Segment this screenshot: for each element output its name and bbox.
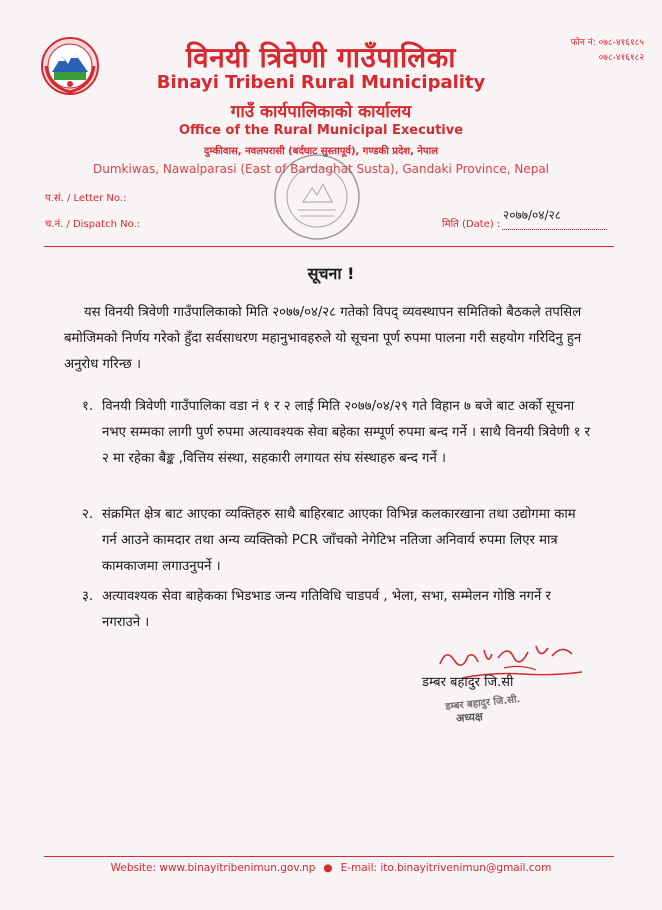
header-divider — [44, 246, 614, 247]
name-stamp: डम्बर बहादुर जि.सी. — [444, 694, 521, 713]
item-number: २. — [82, 507, 94, 522]
dispatch-number-label: च.नं. / Dispatch No.: — [45, 219, 141, 230]
notice-title: सूचना ! — [307, 264, 355, 283]
bullet-icon: ● — [323, 862, 333, 874]
item-number: ३. — [82, 589, 94, 604]
municipality-name-english: Binayi Tribeni Rural Municipality — [156, 72, 486, 93]
date-value: २०७७/०४/२८ — [503, 208, 562, 222]
address-english: Dumkiwas, Nawalparasi (East of Bardaghat Susta), Gandaki Province, Nepal — [92, 162, 550, 176]
phone-number-2: ०७८-४१६१८२ — [598, 53, 644, 63]
role-stamp: अध्यक्ष — [455, 710, 484, 725]
item-text: संक्रमित क्षेत्र बाट आएका व्यक्तिहरु साथै बाहिरबाट आएका विभिन्न कलकारखाना तथा उद्योगमा काम गर्न आउने कामदार तथा अन्य व्यक्तिको PCR जाँचको नेगेटिभ नतिजा अनिवार्य रुपमा लिएर मात्र कामकाजमा लगाउनुपर्ने । — [102, 507, 576, 574]
office-seal-stamp — [270, 150, 365, 245]
item-number: १. — [82, 399, 94, 414]
date-label: मिति (Date) : — [442, 219, 501, 230]
item-text: विनयी त्रिवेणी गाउँपालिका वडा नं १ र २ लाई मिति २०७७/०४/२९ गते विहान ७ बजे बाट अर्को सूचना नभए सम्मका लागी पुर्ण रुपमा अत्यावश्यक सेवा बहेका सम्पूर्ण रुपमा बन्द गर्ने । साथै विनयी त्रिवेणी १ र २ मा रहेका बैङ्क ,वित्तिय संस्था, सहकारी लगायत संघ संस्थाहरु बन्द गर्ने । — [102, 399, 591, 466]
notice-item-3 — [82, 584, 592, 636]
phone-block — [571, 36, 644, 66]
notice-item-2 — [82, 502, 592, 580]
office-name-english: Office of the Rural Municipal Executive — [178, 123, 464, 138]
address-nepali: दुम्कीवास, नवलपरासी (बर्दघाट सुस्तापूर्व), गण्डकी प्रदेश, नेपाल — [204, 146, 438, 157]
municipality-name-nepali: विनयी त्रिवेणी गाउँपालिका — [185, 41, 457, 74]
notice-intro-paragraph: यस विनयी त्रिवेणी गाउँपालिकाको मिति २०७७/०४/२८ गतेको विपद् व्यवस्थापन समितिको बैठकले तपसिल बमोजिमको निर्णय गरेको हुँदा सर्वसाधरण महानुभावहरुले यो सूचना पूर्ण रुपमा पालना गरी सहयोग गरिदिनु हुन अनुरोध गरिन्छ । — [64, 305, 582, 372]
signer-name: डम्बर बहादुर जि.सी — [422, 675, 514, 690]
footer — [0, 862, 662, 874]
footer-email: E-mail: ito.binayitrivenimun@gmail.com — [340, 862, 552, 874]
footer-website: Website: www.binayitribenimun.gov.np — [110, 862, 316, 874]
notice-item-1 — [82, 394, 592, 472]
item-text: अत्यावश्यक सेवा बाहेकका भिडभाड जन्य गतिविधि चाडपर्व , भेला, सभा, सम्मेलन गोष्ठि नगर्ने र नगराउने । — [102, 589, 551, 630]
phone-label: फोन नं: — [570, 38, 596, 48]
office-name-nepali: गाउँ कार्यपालिकाको कार्यालय — [230, 102, 412, 122]
letter-number-label: प.सं. / Letter No.: — [45, 193, 127, 204]
phone-number-1: ०७८-४१६१८५ — [598, 38, 644, 48]
footer-divider — [44, 856, 614, 857]
